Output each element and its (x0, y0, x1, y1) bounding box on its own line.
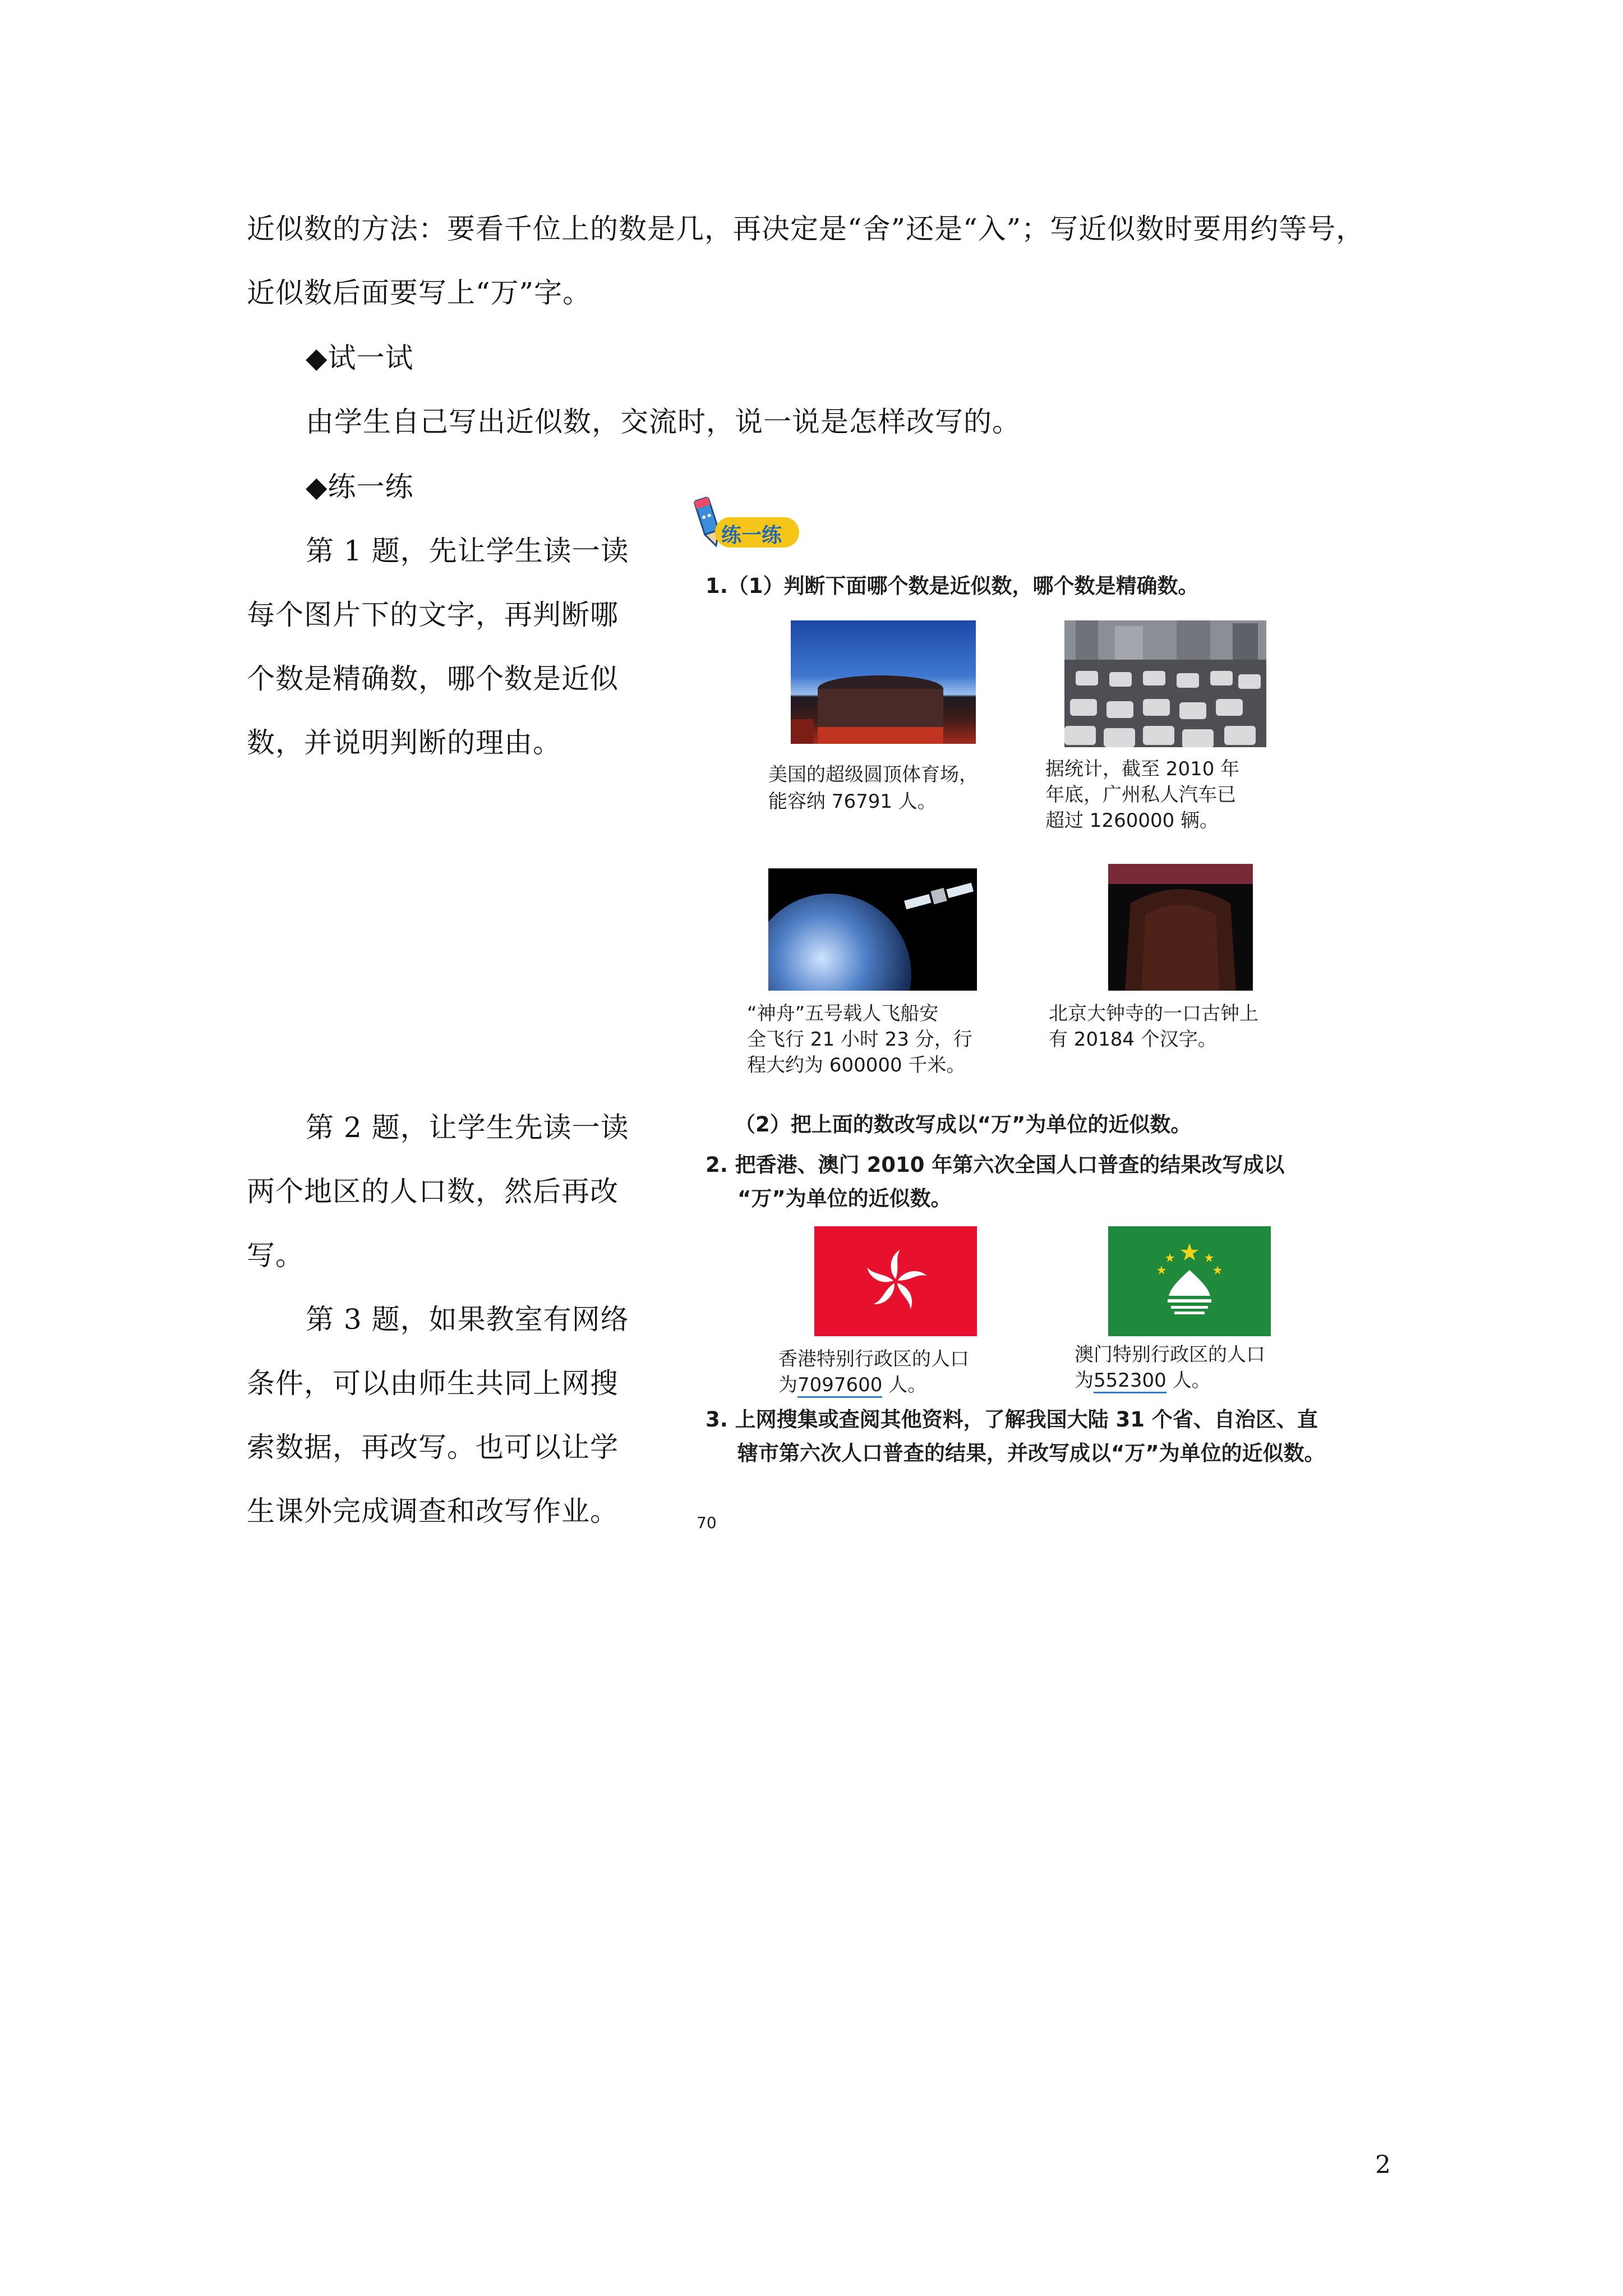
earth-spacecraft-photo (768, 868, 977, 991)
q3-line: 生课外完成调查和改写作业。 (247, 1495, 619, 1527)
q2-line: 写。 (247, 1239, 304, 1272)
q1-line: 数，并说明判断的理由。 (247, 726, 561, 759)
exercise-2-line: 2. 把香港、澳门 2010 年第六次全国人口普查的结果改写成以 (706, 1153, 1285, 1177)
stadium-caption: 能容纳 76791 人。 (768, 790, 937, 813)
stadium-photo (791, 620, 976, 744)
hong-kong-flag (814, 1226, 977, 1336)
exercise-3-line: 3. 上网搜集或查阅其他资料，了解我国大陆 31 个省、自治区、直 (706, 1407, 1318, 1432)
traffic-caption: 据统计，截至 2010 年 (1045, 758, 1240, 780)
macao-flag (1108, 1226, 1271, 1336)
section-heading-try: ◆试一试 (306, 342, 414, 374)
badge-label: 练一练 (721, 524, 782, 547)
macao-caption: 澳门特别行政区的人口 (1075, 1343, 1265, 1366)
shenzhou-caption: “神舟”五号载人飞船安 (747, 1002, 939, 1025)
q2-line: 第 2 题，让学生先读一读 (306, 1111, 629, 1144)
exercise-1-instruction: 1.（1）判断下面哪个数是近似数，哪个数是精确数。 (706, 574, 1199, 598)
text-line: 由学生自己写出近似数，交流时，说一说是怎样改写的。 (306, 406, 1021, 438)
exercise-3-line: 辖市第六次人口普查的结果，并改写成以“万”为单位的近似数。 (737, 1441, 1325, 1465)
traffic-caption: 超过 1260000 辆。 (1045, 809, 1219, 832)
q2-line: 两个地区的人口数，然后再改 (247, 1175, 619, 1208)
bell-photo (1108, 864, 1253, 991)
q1-line: 个数是精确数，哪个数是近似 (247, 662, 619, 695)
macao-population: 为552300 人。 (1075, 1368, 1211, 1393)
hong-kong-caption: 香港特别行政区的人口 (778, 1348, 969, 1370)
shenzhou-caption: 程大约为 600000 千米。 (747, 1054, 966, 1076)
stadium-caption: 美国的超级圆顶体育场， (768, 763, 978, 786)
shenzhou-caption: 全飞行 21 小时 23 分，行 (747, 1028, 972, 1051)
exercise-1-part-2: （2）把上面的数改写成以“万”为单位的近似数。 (735, 1112, 1192, 1137)
traffic-caption: 年底，广州私人汽车已 (1045, 784, 1236, 806)
bell-caption: 北京大钟寺的一口古钟上 (1049, 1002, 1258, 1025)
textbook-page-number: 70 (697, 1513, 717, 1532)
page-number: 2 (1375, 2151, 1391, 2179)
textbook-figure (684, 494, 1380, 1559)
macao-population-number: 552300 (1094, 1369, 1166, 1393)
practice-badge (684, 505, 813, 555)
q1-line: 第 1 题，先让学生读一读 (306, 535, 629, 567)
exercise-2-line: “万”为单位的近似数。 (737, 1186, 952, 1211)
text-line: 近似数后面要写上“万”字。 (247, 277, 592, 309)
q3-line: 条件，可以由师生共同上网搜 (247, 1367, 619, 1400)
q3-line: 第 3 题，如果教室有网络 (306, 1303, 629, 1336)
bell-caption: 有 20184 个汉字。 (1049, 1028, 1217, 1051)
hong-kong-population-number: 7097600 (797, 1374, 882, 1398)
text-line: 近似数的方法：要看千位上的数是几，再决定是“舍”还是“入”；写近似数时要用约等号， (247, 213, 1365, 245)
hong-kong-population: 为7097600 人。 (778, 1372, 926, 1398)
traffic-photo (1064, 620, 1266, 747)
section-heading-practice: ◆练一练 (306, 471, 414, 503)
q1-line: 每个图片下的文字，再判断哪 (247, 599, 619, 631)
q3-line: 索数据，再改写。也可以让学 (247, 1431, 619, 1464)
